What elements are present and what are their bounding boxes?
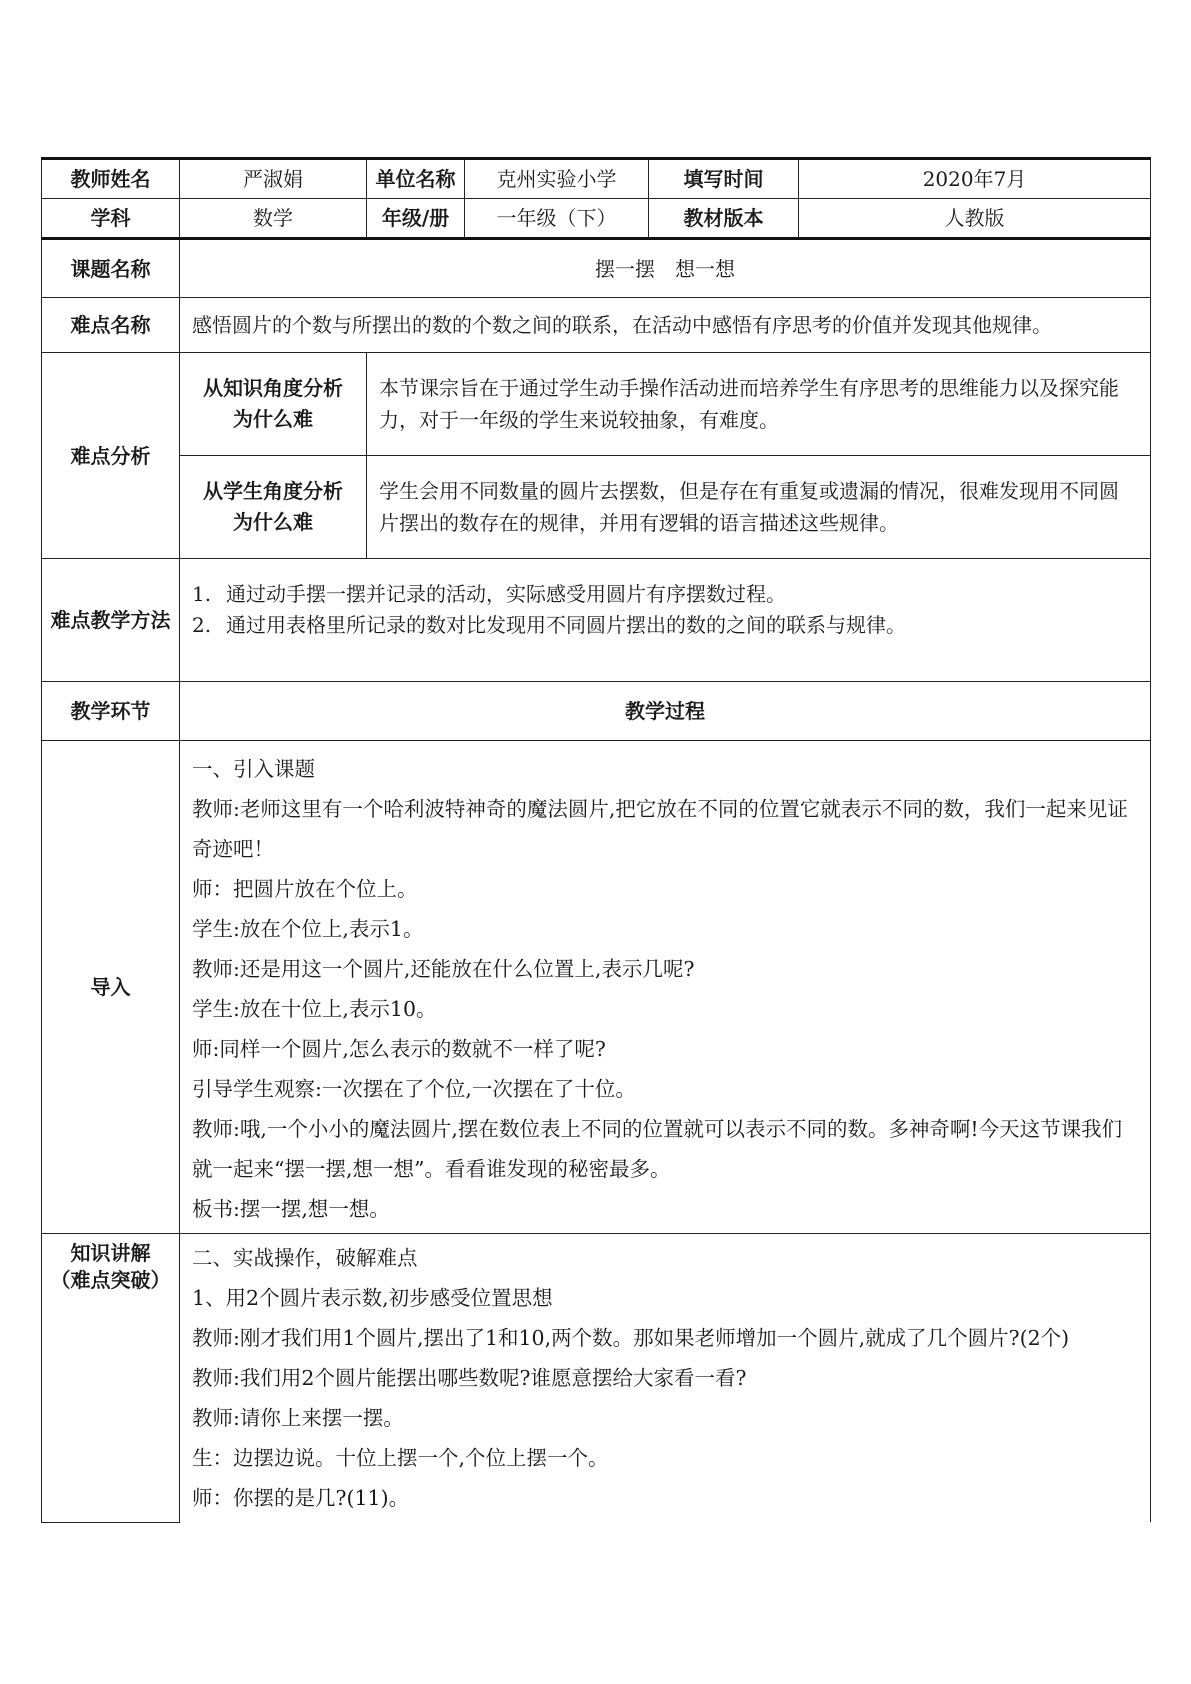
analysis-label: 难点分析 <box>42 353 180 559</box>
knowledge-line: 1、用2个圆片表示数,初步感受位置思想 <box>192 1286 553 1310</box>
intro-line: 板书:摆一摆,想一想。 <box>192 1197 390 1221</box>
knowledge-line: 教师:我们用2个圆片能摆出哪些数呢?谁愿意摆给大家看一看? <box>192 1366 747 1390</box>
topic-row <box>42 239 1151 298</box>
date-value: 2020年7月 <box>799 159 1151 199</box>
unit-label: 单位名称 <box>367 159 465 199</box>
grade-value: 一年级（下） <box>465 199 649 239</box>
edition-value: 人教版 <box>799 199 1151 239</box>
knowledge-line: 教师:请你上来摆一摆。 <box>192 1406 404 1430</box>
unit-value: 克州实验小学 <box>465 159 649 199</box>
subject-label: 学科 <box>42 199 180 239</box>
analysis-row-knowledge <box>42 353 1151 456</box>
teacher-label: 教师姓名 <box>42 159 180 199</box>
intro-line: 引导学生观察:一次摆在了个位,一次摆在了十位。 <box>192 1077 636 1101</box>
difficulty-value: 感悟圆片的个数与所摆出的数的个数之间的联系，在活动中感悟有序思考的价值并发现其他规律。 <box>180 298 1151 353</box>
teacher-value: 严淑娟 <box>180 159 367 199</box>
knowledge-angle-text: 本节课宗旨在于通过学生动手操作活动进而培养学生有序思考的思维能力以及探究能力，对于一年级的学生来说较抽象，有难度。 <box>367 353 1151 456</box>
intro-line: 教师:老师这里有一个哈利波特神奇的魔法圆片,把它放在不同的位置它就表示不同的数，我们一起来见证奇迹吧！ <box>192 797 1128 861</box>
methods-label: 难点教学方法 <box>42 559 180 682</box>
lesson-plan-document <box>41 157 1150 1523</box>
knowledge-label-line1: 知识讲解 <box>70 1241 151 1265</box>
methods-list <box>180 559 1151 682</box>
analysis-row-student <box>42 456 1151 559</box>
process-header-label: 教学过程 <box>180 682 1151 741</box>
knowledge-label-line2: （难点突破） <box>50 1268 171 1292</box>
intro-line: 一、引入课题 <box>192 757 315 781</box>
edition-label: 教材版本 <box>649 199 799 239</box>
knowledge-content <box>180 1234 1151 1523</box>
info-row-1 <box>42 159 1151 199</box>
difficulty-row <box>42 298 1151 353</box>
intro-content <box>180 741 1151 1234</box>
intro-line: 师：把圆片放在个位上。 <box>192 877 418 901</box>
intro-line: 师:同样一个圆片,怎么表示的数就不一样了呢? <box>192 1037 606 1061</box>
topic-value: 摆一摆 想一想 <box>180 239 1151 298</box>
knowledge-label <box>42 1234 180 1523</box>
knowledge-row <box>42 1234 1151 1523</box>
lesson-plan-table <box>41 157 1151 1523</box>
knowledge-line: 生：边摆边说。十位上摆一个,个位上摆一个。 <box>192 1446 609 1470</box>
intro-row <box>42 741 1151 1234</box>
process-header-row <box>42 682 1151 741</box>
knowledge-line: 二、实战操作，破解难点 <box>192 1246 418 1270</box>
knowledge-angle-label: 从知识角度分析为什么难 <box>180 353 367 456</box>
student-angle-label: 从学生角度分析为什么难 <box>180 456 367 559</box>
topic-label: 课题名称 <box>42 239 180 298</box>
knowledge-line: 教师:刚才我们用1个圆片,摆出了1和10,两个数。那如果老师增加一个圆片,就成了几个圆片?(2个) <box>192 1326 1070 1350</box>
intro-line: 学生:放在个位上,表示1。 <box>192 917 424 941</box>
info-row-2 <box>42 199 1151 239</box>
date-label: 填写时间 <box>649 159 799 199</box>
intro-line: 学生:放在十位上,表示10。 <box>192 997 437 1021</box>
student-angle-text: 学生会用不同数量的圆片去摆数，但是存在有重复或遗漏的情况，很难发现用不同圆片摆出的数存在的规律，并用有逻辑的语言描述这些规律。 <box>367 456 1151 559</box>
method-item: 2. 通过用表格里所记录的数对比发现用不同圆片摆出的数的之间的联系与规律。 <box>192 613 906 637</box>
grade-label: 年级/册 <box>367 199 465 239</box>
method-item: 1. 通过动手摆一摆并记录的活动，实际感受用圆片有序摆数过程。 <box>192 582 786 606</box>
intro-label: 导入 <box>42 741 180 1234</box>
methods-row <box>42 559 1151 682</box>
intro-line: 教师:还是用这一个圆片,还能放在什么位置上,表示几呢? <box>192 957 695 981</box>
subject-value: 数学 <box>180 199 367 239</box>
knowledge-line: 师：你摆的是几?(11)。 <box>192 1486 410 1510</box>
difficulty-label: 难点名称 <box>42 298 180 353</box>
stage-header-label: 教学环节 <box>42 682 180 741</box>
intro-line: 教师:哦,一个小小的魔法圆片,摆在数位表上不同的位置就可以表示不同的数。多神奇啊!今天这节课我们就一起来“摆一摆,想一想”。看看谁发现的秘密最多。 <box>192 1117 1123 1181</box>
